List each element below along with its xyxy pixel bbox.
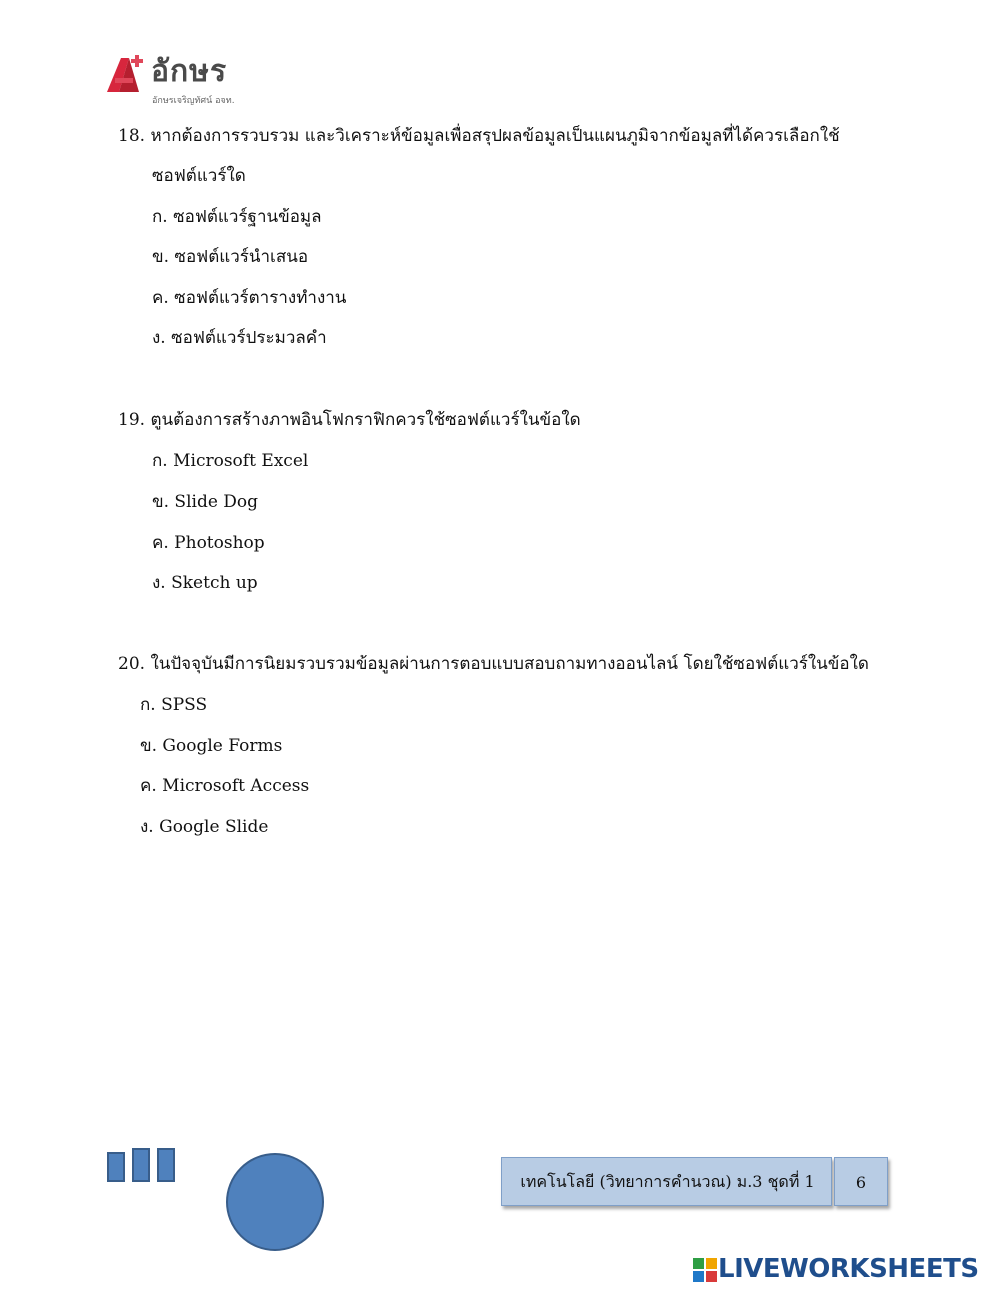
option-d[interactable]: ง. ซอฟต์แวร์ประมวลคำ [152, 328, 327, 348]
option-d[interactable]: ง. Sketch up [152, 573, 258, 593]
publisher-logo [105, 52, 265, 108]
logo-text: อักษร [151, 54, 228, 89]
question-number: 19. [118, 410, 146, 430]
question-text-continued: ซอฟต์แวร์ใด [152, 166, 246, 186]
question-text: หากต้องการรวบรวม และวิเคราะห์ข้อมูลเพื่อสรุปผลข้อมูลเป็นแผนภูมิจากข้อมูลที่ได้ควรเลือกใช้ [150, 126, 840, 146]
option-a[interactable]: ก. ซอฟต์แวร์ฐานข้อมูล [152, 207, 322, 227]
decorative-circle [226, 1153, 324, 1251]
option-c[interactable]: ค. Microsoft Access [140, 776, 310, 796]
page-number-box [834, 1157, 888, 1206]
page-number: 6 [855, 1173, 867, 1192]
question-number: 20. [118, 654, 146, 674]
option-d[interactable]: ง. Google Slide [140, 817, 269, 837]
logo-subtext: อักษรเจริญทัศน์ อจท. [152, 96, 235, 106]
logo-a-plus-icon [105, 52, 147, 96]
decorative-bar [132, 1148, 150, 1182]
question-20-stem [118, 653, 869, 675]
option-b[interactable]: ข. ซอฟต์แวร์นำเสนอ [152, 247, 309, 267]
option-b[interactable]: ข. Slide Dog [152, 492, 259, 512]
footer-title-box [501, 1157, 832, 1206]
option-c[interactable]: ค. ซอฟต์แวร์ตารางทำงาน [152, 288, 347, 308]
option-a[interactable]: ก. SPSS [140, 695, 208, 715]
brand-text: LIVEWORKSHEETS [718, 1254, 979, 1284]
footer-title: เทคโนโลยี (วิทยาการคำนวณ) ม.3 ชุดที่ 1 [520, 1172, 815, 1191]
option-b[interactable]: ข. Google Forms [140, 736, 283, 756]
question-18-stem [118, 125, 840, 147]
option-c[interactable]: ค. Photoshop [152, 533, 265, 553]
question-number: 18. [118, 126, 146, 146]
option-a[interactable]: ก. Microsoft Excel [152, 451, 309, 471]
liveworksheets-logo-icon [693, 1258, 717, 1282]
question-text: ตูนต้องการสร้างภาพอินโฟกราฟิกควรใช้ซอฟต์แวร์ในข้อใด [150, 410, 581, 430]
decorative-bar [107, 1152, 125, 1182]
decorative-bar [157, 1148, 175, 1182]
question-text: ในปัจจุบันมีการนิยมรวบรวมข้อมูลผ่านการตอบแบบสอบถามทางออนไลน์ โดยใช้ซอฟต์แวร์ในข้อใด [150, 654, 869, 674]
question-19-stem [118, 409, 581, 431]
